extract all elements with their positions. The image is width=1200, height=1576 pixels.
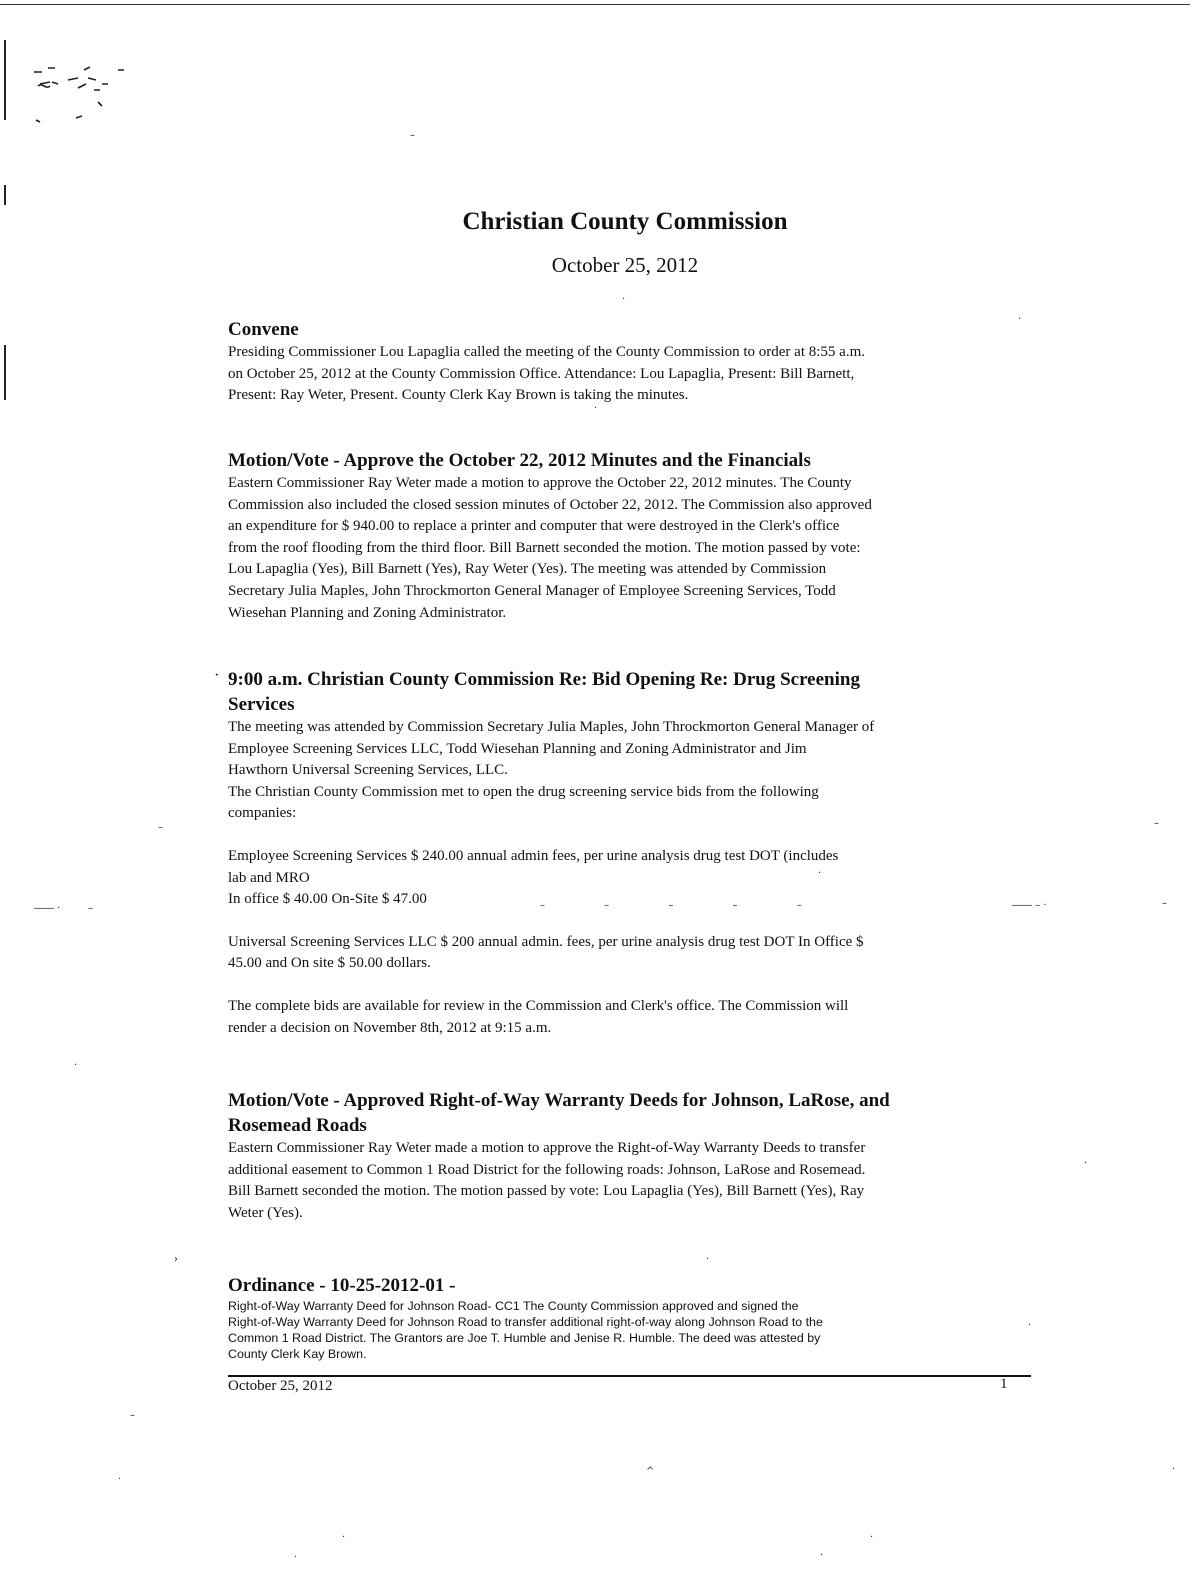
- scan-noise: ·: [118, 1474, 122, 1485]
- section-heading: Motion/Vote - Approved Right-of-Way Warranty Deeds for Johnson, LaRose, and: [228, 1090, 890, 1111]
- text-line: Secretary Julia Maples, John Throckmorton General Manager of Employee Screening Services, Todd: [228, 582, 836, 599]
- text-line: The meeting was attended by Commission Secretary Julia Maples, John Throckmorton General Manager of: [228, 719, 875, 735]
- text-line: Hawthorn Universal Screening Services, LLC.: [228, 762, 508, 779]
- document-title: Christian County Commission: [462, 208, 788, 235]
- section-bid-opening: [214, 667, 948, 1039]
- text-line: Wiesehan Planning and Zoning Administrator.: [228, 604, 507, 621]
- text-line: Present: Ray Weter, Present. County Clerk Kay Brown is taking the minutes.: [228, 387, 689, 404]
- footer-date: October 25, 2012: [228, 1378, 333, 1394]
- text-line: County Clerk Kay Brown.: [228, 1347, 367, 1361]
- scan-noise: ·: [1018, 314, 1022, 325]
- text-line: Eastern Commissioner Ray Weter made a motion to approve the October 22, 2012 minutes. The County: [228, 475, 852, 491]
- text-line: additional easement to Common 1 Road District for the following roads: Johnson, LaRose and Rosemead.: [228, 1161, 866, 1178]
- scan-noise: –: [410, 130, 415, 141]
- section-heading: Motion/Vote - Approve the October 22, 2012 Minutes and the Financials: [228, 450, 811, 471]
- scan-noise: ·: [706, 1254, 710, 1265]
- text-line: render a decision on November 8th, 2012 at 9:15 a.m.: [228, 1019, 552, 1036]
- scan-left-mark: [4, 185, 6, 205]
- scan-noise: ›: [174, 1254, 178, 1265]
- scan-noise: – – – – –: [540, 900, 830, 911]
- scan-top-edge: [0, 4, 1190, 5]
- section-heading: Services: [228, 694, 295, 715]
- page-number: 1: [1000, 1376, 1008, 1392]
- scan-noise: –: [88, 903, 93, 914]
- scan-noise: ·: [594, 403, 598, 414]
- scan-noise: –: [1162, 898, 1167, 909]
- text-line: Employee Screening Services LLC, Todd Wiesehan Planning and Zoning Administrator and Jim: [228, 740, 807, 757]
- scan-left-mark: [4, 40, 6, 120]
- text-line: from the roof flooding from the third floor. Bill Barnett seconded the motion. The motion passed by vote:: [228, 539, 861, 556]
- scan-noise: ·: [294, 1552, 298, 1563]
- text-line: Right-of-Way Warranty Deed for Johnson Road to transfer additional right-of-way along Johnson Road to the: [228, 1315, 823, 1329]
- scan-noise: ·: [342, 1532, 346, 1543]
- bullet-mark: ·: [214, 667, 220, 684]
- bid-line: In office $ 40.00 On-Site $ 47.00: [228, 891, 427, 908]
- text-line: The Christian County Commission met to open the drug screening service bids from the following: [228, 783, 819, 800]
- scan-noise: –: [1154, 818, 1159, 829]
- scan-noise: ·: [1028, 1320, 1032, 1331]
- scan-left-mark: [4, 345, 6, 400]
- scan-noise: –: [130, 1410, 135, 1421]
- text-line: companies:: [228, 805, 297, 822]
- scan-noise: ―― – ·: [1012, 900, 1047, 911]
- bid-line: lab and MRO: [228, 869, 310, 886]
- scan-noise: ·: [870, 1532, 874, 1543]
- bid-line: 45.00 and On site $ 50.00 dollars.: [228, 955, 431, 972]
- scan-noise: ·: [1172, 1464, 1176, 1475]
- document-date: October 25, 2012: [551, 253, 699, 277]
- text-line: Lou Lapaglia (Yes), Bill Barnett (Yes), Ray Weter (Yes). The meeting was attended by Commission: [228, 561, 827, 578]
- bid-line: Employee Screening Services $ 240.00 annual admin fees, per urine analysis drug test DOT (includes: [228, 847, 839, 864]
- section-row-vote: [228, 1088, 948, 1224]
- scan-noise: ·: [622, 294, 626, 305]
- text-line: Commission also included the closed session minutes of October 22, 2012. The Commission also approved: [228, 496, 872, 513]
- text-line: Eastern Commissioner Ray Weter made a motion to approve the Right-of-Way Warranty Deeds to transfer: [228, 1140, 866, 1156]
- section-convene: [228, 317, 948, 407]
- scan-noise: ·: [820, 1550, 824, 1561]
- text-line: Weter (Yes).: [228, 1204, 303, 1221]
- section-heading: 9:00 a.m. Christian County Commission Re: Bid Opening Re: Drug Screening: [228, 669, 860, 690]
- scan-noise: –: [158, 822, 163, 833]
- scan-noise: ·: [74, 1060, 78, 1071]
- scan-noise: ―― ·: [34, 903, 61, 914]
- text-line: Bill Barnett seconded the motion. The motion passed by vote: Lou Lapaglia (Yes), Bill Barnett (Yes), Ray: [228, 1183, 865, 1200]
- footer-rule: [228, 1375, 1031, 1377]
- section-ordinance: [228, 1273, 948, 1362]
- text-line: Right-of-Way Warranty Deed for Johnson Road- CC1 The County Commission approved and signed the: [228, 1299, 799, 1313]
- text-line: Common 1 Road District. The Grantors are Joe T. Humble and Jenise R. Humble. The deed was attested by: [228, 1331, 821, 1345]
- section-heading: Ordinance - 10-25-2012-01 -: [228, 1275, 456, 1296]
- text-line: on October 25, 2012 at the County Commission Office. Attendance: Lou Lapaglia, Present: Bill Barnett,: [228, 365, 855, 382]
- scan-artifact-icon: [28, 50, 138, 130]
- scan-noise: ·: [818, 868, 822, 879]
- text-line: The complete bids are available for review in the Commission and Clerk's office. The Commission will: [228, 997, 849, 1014]
- section-heading: Rosemead Roads: [228, 1115, 367, 1136]
- section-heading: Convene: [228, 319, 299, 340]
- scan-noise: ·: [1084, 1158, 1088, 1169]
- scan-noise: ^: [646, 1466, 655, 1477]
- section-minutes-vote: [228, 448, 948, 624]
- bid-line: Universal Screening Services LLC $ 200 annual admin. fees, per urine analysis drug test DOT In Office $: [228, 933, 864, 950]
- text-line: Presiding Commissioner Lou Lapaglia called the meeting of the County Commission to order at 8:55 a.m.: [228, 344, 865, 360]
- text-line: an expenditure for $ 940.00 to replace a printer and computer that were destroyed in the Clerk's office: [228, 518, 840, 535]
